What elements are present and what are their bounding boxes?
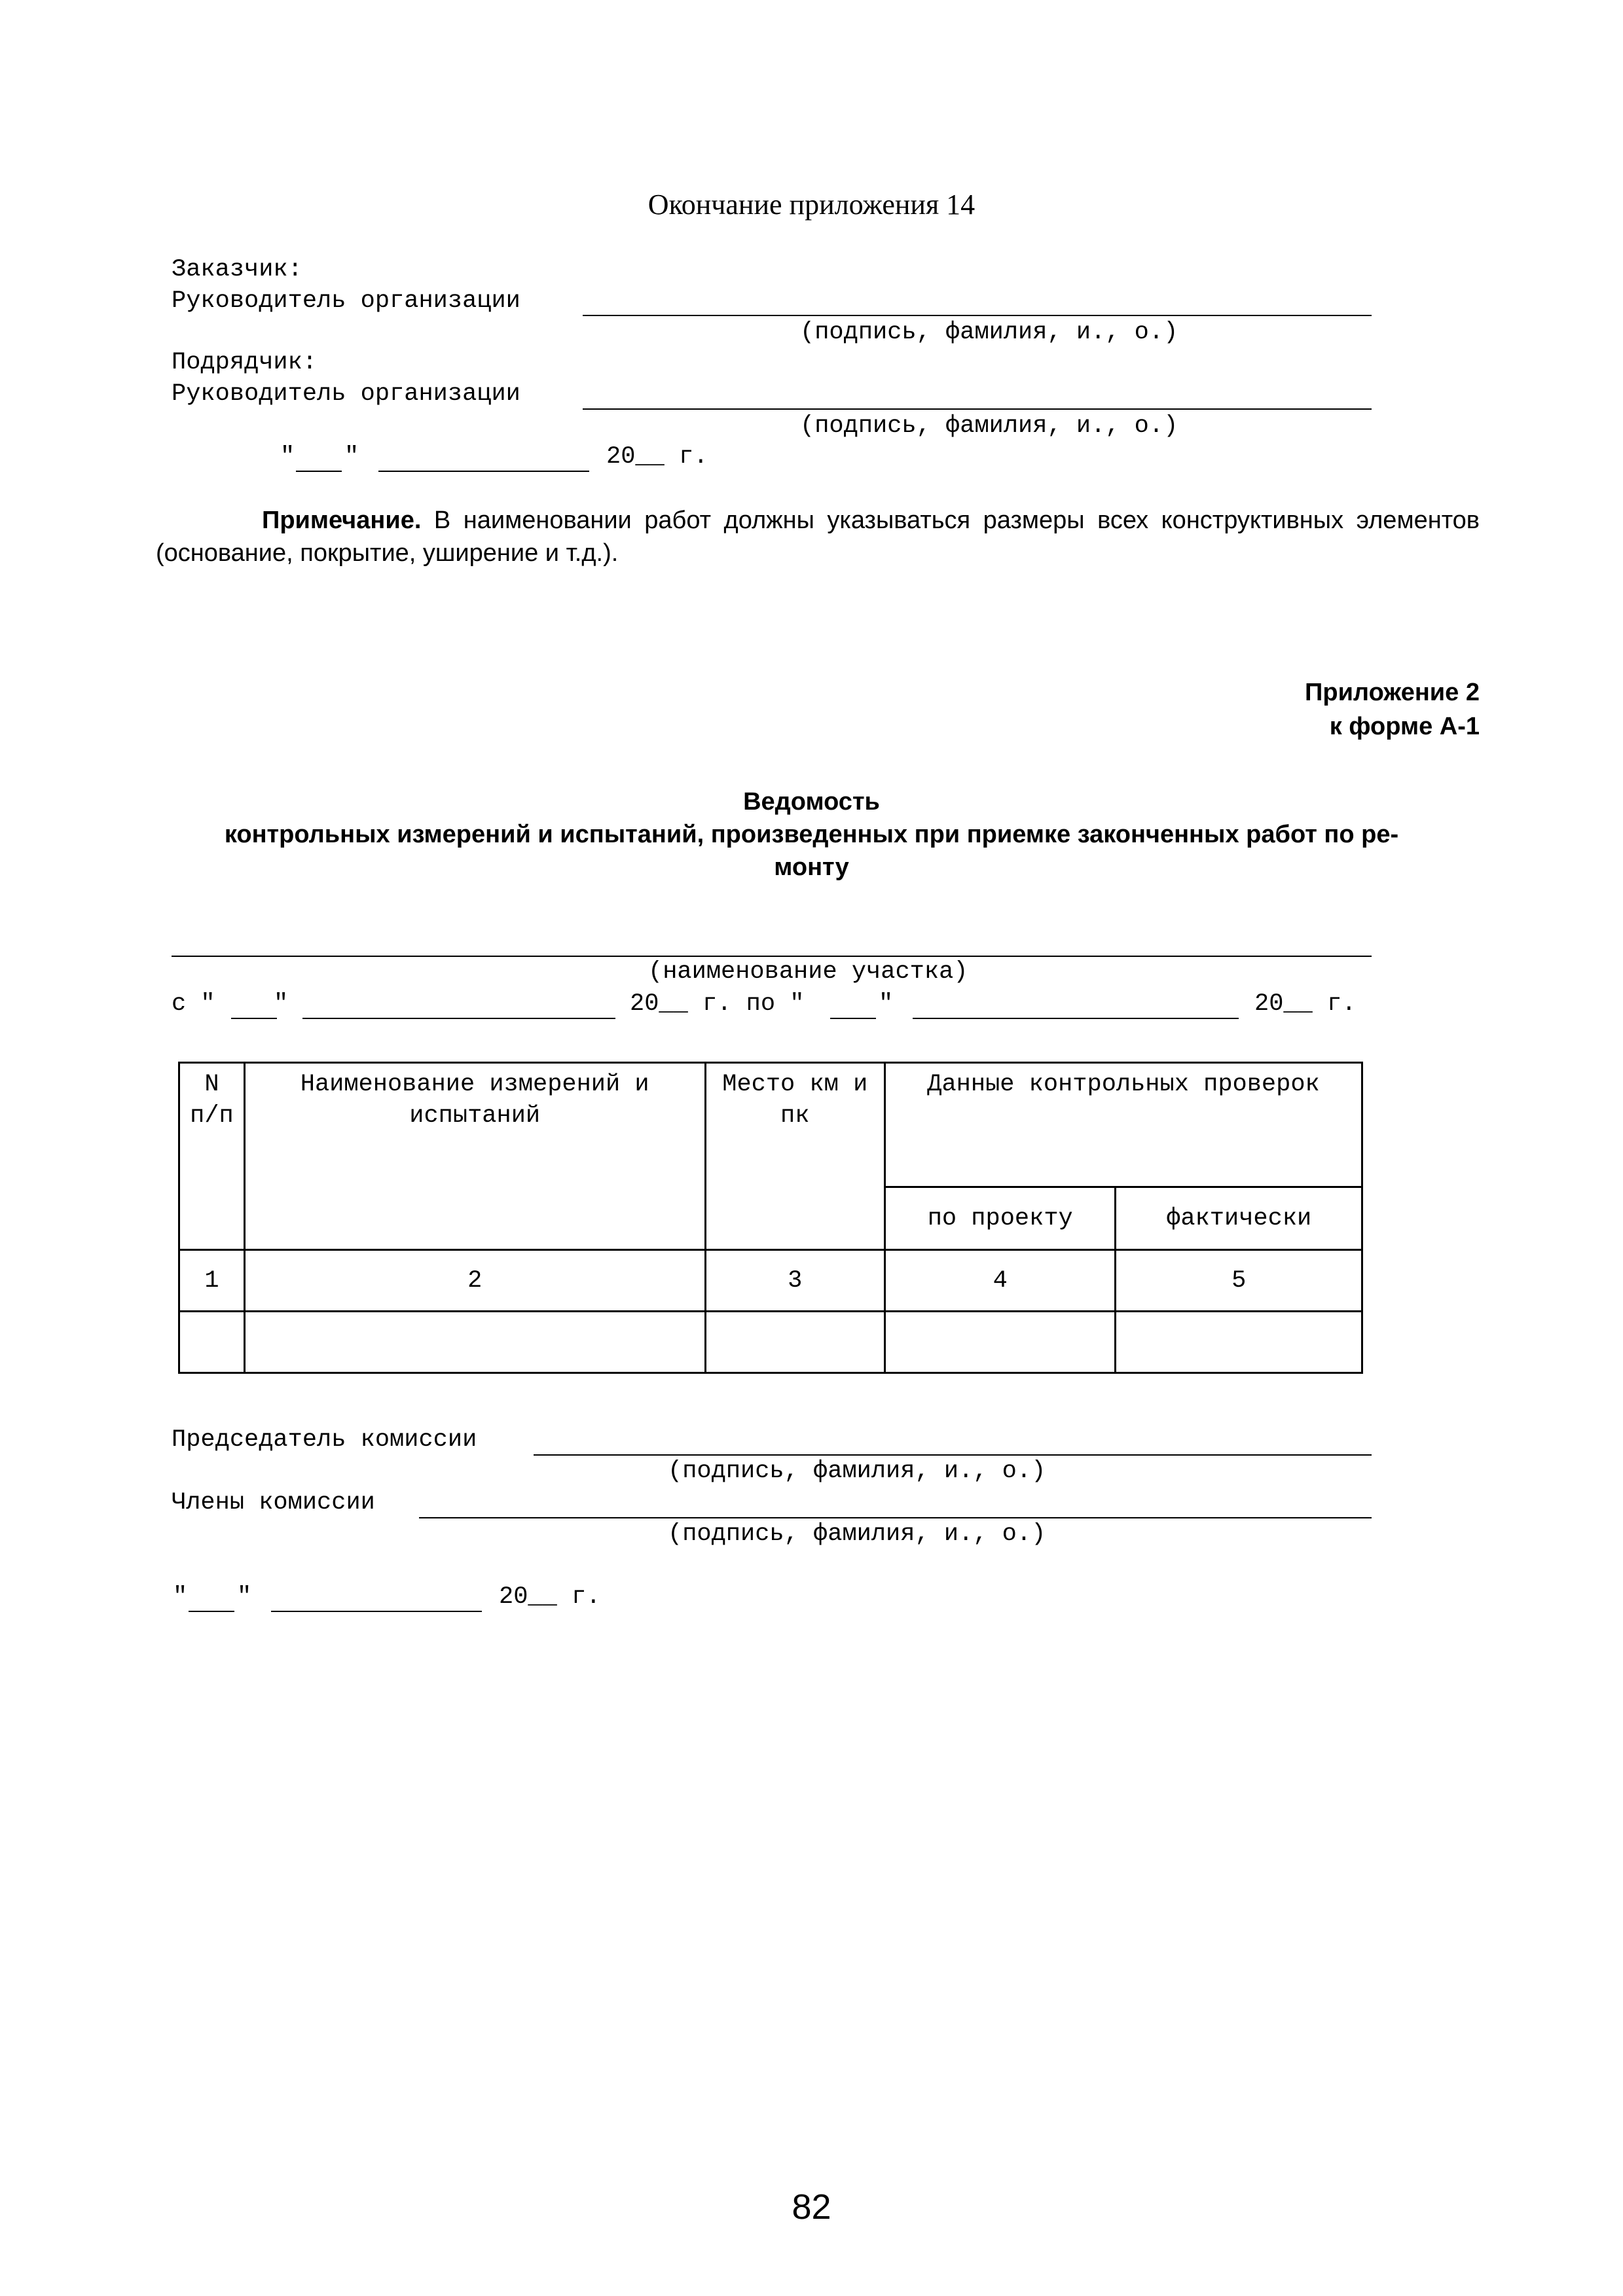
date-quote-close: " [344, 443, 359, 471]
control-measurements-table [178, 1062, 1363, 1374]
appendix-line2: к форме А-1 [1329, 713, 1480, 740]
members-signature-line [419, 1517, 1372, 1518]
contractor-head-label: Руководитель организации [172, 380, 520, 408]
statement-subtitle-line1: контрольных измерений и испытаний, произведенных при приемке законченных работ по ре- [224, 821, 1399, 848]
period-from-month-line [302, 1018, 615, 1019]
section-name-line [172, 956, 1372, 957]
column-number: 3 [705, 1250, 885, 1312]
contractor-signature-caption: (подпись, фамилия, и., о.) [800, 412, 1178, 440]
table-cell [705, 1312, 885, 1373]
chairman-label: Председатель комиссии [172, 1426, 477, 1454]
appendix-line1: Приложение 2 [1305, 679, 1480, 706]
members-label: Члены комиссии [172, 1489, 375, 1516]
period-from-close-quote: " [274, 990, 289, 1018]
customer-head-label: Руководитель организации [172, 287, 520, 315]
bottom-date-quote-close: " [237, 1583, 252, 1611]
contractor-label: Подрядчик: [172, 349, 318, 376]
table-cell [885, 1312, 1116, 1373]
header-by-project: по проекту [885, 1187, 1116, 1250]
period-from-day-line [231, 1018, 277, 1019]
header-data: Данные контрольных проверок [885, 1063, 1362, 1187]
table-row [179, 1312, 1362, 1373]
column-number: 1 [179, 1250, 245, 1312]
note-label: Примечание. [262, 507, 422, 534]
customer-signature-line [583, 315, 1372, 316]
note-paragraph [156, 504, 1480, 569]
column-number: 2 [244, 1250, 705, 1312]
page-title: Окончание приложения 14 [647, 188, 976, 221]
date-month-line [378, 471, 589, 472]
chairman-signature-line [534, 1454, 1372, 1456]
table-header-row [179, 1063, 1362, 1187]
table-cell [1116, 1312, 1362, 1373]
bottom-date-quote-open: " [173, 1583, 188, 1611]
bottom-date-month-line [271, 1611, 482, 1612]
bottom-date-day-line [189, 1611, 234, 1612]
members-signature-caption: (подпись, фамилия, и., о.) [668, 1520, 1046, 1548]
date-year: 20__ г. [606, 443, 708, 471]
customer-label: Заказчик: [172, 256, 302, 283]
contractor-signature-line [583, 408, 1372, 410]
table-column-numbers-row [179, 1250, 1362, 1312]
header-num: N п/п [179, 1063, 245, 1250]
note-text: В наименовании работ должны указываться размеры всех конструктивных элементов (основание, покрытие, уширение и т.д.). [156, 507, 1480, 567]
period-to-day-line [830, 1018, 876, 1019]
header-name: Наименование измерений и испытаний [244, 1063, 705, 1250]
table-cell [244, 1312, 705, 1373]
header-actual: фактически [1116, 1187, 1362, 1250]
chairman-signature-caption: (подпись, фамилия, и., о.) [668, 1458, 1046, 1485]
date-quote-open: " [280, 443, 295, 471]
period-from-label: с " [172, 990, 215, 1018]
period-to-close-quote: " [879, 990, 894, 1018]
customer-signature-caption: (подпись, фамилия, и., о.) [800, 319, 1178, 346]
date-day-line [296, 471, 342, 472]
period-to-month-line [913, 1018, 1239, 1019]
page-number: 82 [792, 2187, 831, 2227]
table-cell [179, 1312, 245, 1373]
period-year2: 20__ г. [1254, 990, 1357, 1018]
bottom-date-year: 20__ г. [499, 1583, 601, 1611]
statement-subtitle-line2: монту [774, 853, 849, 881]
period-year1: 20__ г. по " [630, 990, 805, 1018]
section-name-caption: (наименование участка) [648, 958, 968, 986]
header-place: Место км и пк [705, 1063, 885, 1250]
column-number: 4 [885, 1250, 1116, 1312]
column-number: 5 [1116, 1250, 1362, 1312]
statement-title: Ведомость [743, 788, 880, 816]
